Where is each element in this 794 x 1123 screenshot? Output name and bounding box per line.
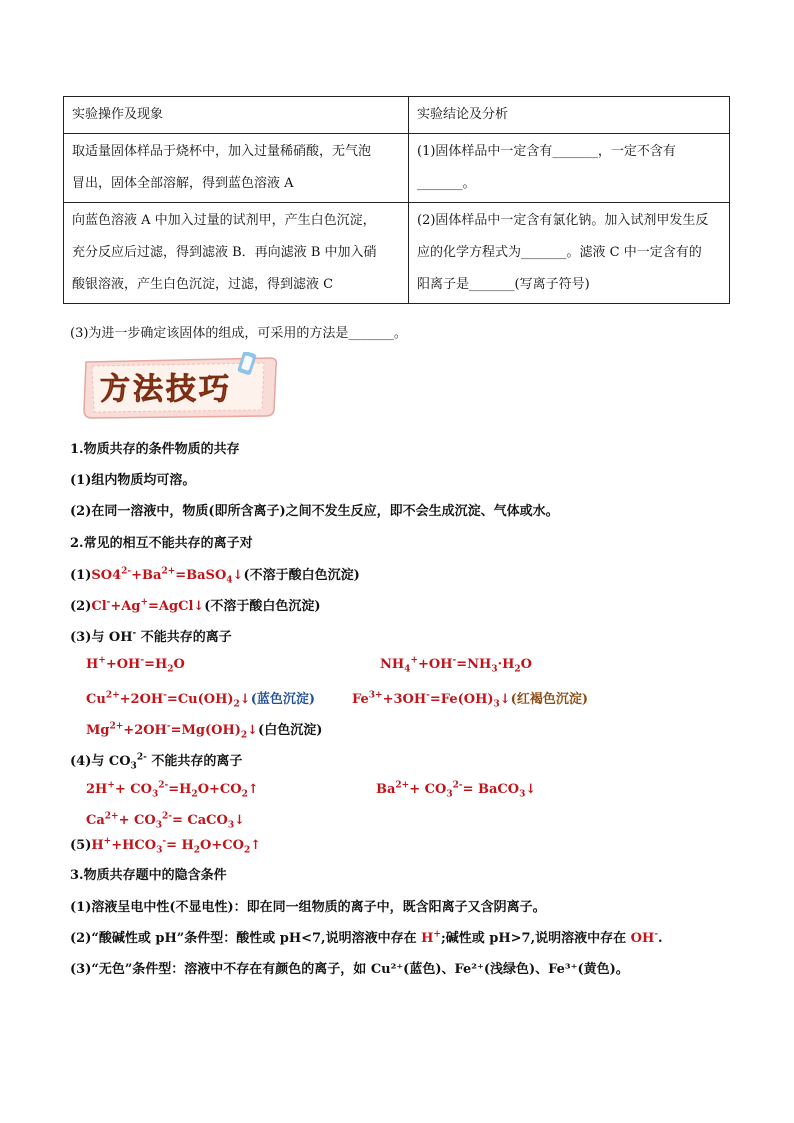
note: (白色沉淀) bbox=[258, 723, 323, 738]
note: (红褐色沉淀) bbox=[510, 692, 588, 707]
note: (不溶于酸白色沉淀) bbox=[204, 599, 321, 614]
subtitle-text: 不能共存的离子 bbox=[136, 630, 232, 645]
experiment-table bbox=[63, 96, 730, 304]
section-1-item-2: (2)在同一溶液中，物质(即所含离子)之间不发生反应，即不会生成沉淀、气体或水。 bbox=[70, 504, 559, 519]
table-cell-operation bbox=[64, 134, 409, 203]
equation-fe-oh: $Fe^{3+}+3OH^-=Fe(OH)_3↓$(红褐色沉淀) bbox=[352, 690, 588, 710]
table-header-row bbox=[64, 97, 730, 134]
question-3: (3)为进一步确定该固体的组成，可采用的方法是_______。 bbox=[70, 326, 407, 341]
cell-line: 向蓝色溶液 A 中加入过量的试剂甲，产生白色沉淀， bbox=[72, 213, 376, 228]
equation-cu-oh: $Cu^{2+}+2OH^-=Cu(OH)_2↓$(蓝色沉淀) bbox=[86, 690, 316, 710]
section-3-item-1: (1)溶液呈电中性(不显电性)：即在同一组物质的离子中，既含阳离子又含阴离子。 bbox=[70, 900, 546, 915]
equation-h-oh: $H^++OH^-=H_2O$ bbox=[86, 655, 185, 675]
table-cell-conclusion bbox=[409, 203, 730, 304]
note: (不溶于酸白色沉淀) bbox=[243, 568, 360, 583]
cell-line: 阳离子是_______(写离子符号) bbox=[417, 277, 590, 292]
cell-line: 取适量固体样品于烧杯中，加入过量稀硝酸，无气泡 bbox=[72, 144, 372, 159]
table-row bbox=[64, 203, 730, 304]
cell-line: (2)固体样品中一定含有氯化钠。加入试剂甲发生反 bbox=[417, 213, 709, 228]
equation-nh4-oh: $NH_4^++OH^-=NH_3\cdot H_2O$ bbox=[380, 655, 532, 675]
cell-line: 酸银溶液，产生白色沉淀，过滤，得到滤液 C bbox=[72, 277, 334, 292]
co3-subtitle: (4)与 $CO_3^{2-}$ 不能共存的离子 bbox=[70, 752, 243, 772]
cell-line: (1)固体样品中一定含有_______，一定不含有 bbox=[417, 144, 676, 159]
equation-h-co3: $2H^++ CO_3^{2-}=H_2O+CO_2↑$ bbox=[86, 780, 259, 800]
equation-ca-co3: $Ca^{2+}+ CO_3^{2-}=$ CaCO$_3$↓ bbox=[86, 811, 245, 831]
table-cell-operation bbox=[64, 203, 409, 304]
section-2-title: 2.常见的相互不能共存的离子对 bbox=[70, 536, 253, 551]
equation: $H^++HCO_3^-=$ $H_2O+CO_2↑$ bbox=[91, 836, 262, 856]
section-3-title: 3.物质共存题中的隐含条件 bbox=[70, 868, 227, 883]
table-cell-conclusion bbox=[409, 134, 730, 203]
section-1-title: 1.物质共存的条件物质的共存 bbox=[70, 442, 240, 457]
item-number: (5) bbox=[70, 838, 92, 853]
note: (蓝色沉淀) bbox=[250, 692, 316, 707]
cell-line: 冒出，固体全部溶解，得到蓝色溶液 A bbox=[72, 176, 294, 191]
oh-subtitle: (3)与 OH- 不能共存的离子 bbox=[70, 628, 232, 645]
subtitle-text: (4)与 CO bbox=[70, 754, 131, 769]
ion-pair-5 bbox=[70, 836, 262, 856]
table-row bbox=[64, 134, 730, 203]
equation-ba-co3: $Ba^{2+}+ CO_3^{2-}=$ BaCO$_3$↓ bbox=[376, 780, 537, 800]
equation: $SO4^{2-}+Ba^{2+}=BaSO_4↓$ bbox=[91, 566, 244, 586]
section-3-item-2: (2)“酸碱性或 pH”条件型：酸性或 pH<7,说明溶液中存在 H+;碱性或 pH>7,说明溶液中存在 OH-. bbox=[70, 929, 663, 946]
item-number: (1) bbox=[70, 568, 92, 583]
ion-pair-2 bbox=[70, 595, 321, 614]
method-tips-banner bbox=[80, 352, 280, 422]
subtitle-text: 不能共存的离子 bbox=[146, 754, 243, 769]
equation-mg-oh: $Mg^{2+}+2OH^-=Mg(OH)_2↓$(白色沉淀) bbox=[86, 721, 323, 741]
condition-text: ;碱性或 pH>7,说明溶液中存在 bbox=[440, 931, 631, 946]
equation: Cl-+Ag+=AgCl↓ bbox=[91, 597, 205, 614]
table-header-cell: 实验结论及分析 bbox=[409, 97, 730, 134]
section-1-item-1: (1)组内物质均可溶。 bbox=[70, 473, 196, 488]
condition-text: (2)“酸碱性或 pH”条件型：酸性或 pH<7,说明溶液中存在 bbox=[70, 931, 422, 946]
cell-line: _______。 bbox=[417, 176, 476, 191]
banner-title: 方法技巧 bbox=[100, 372, 232, 407]
cell-line: 充分反应后过滤，得到滤液 B．再向滤液 B 中加入硝 bbox=[72, 245, 377, 260]
subtitle-text: (3)与 OH bbox=[70, 630, 133, 645]
item-number: (2) bbox=[70, 599, 92, 614]
ion-pair-1 bbox=[70, 564, 360, 586]
section-3-item-3: (3)“无色”条件型：溶液中不存在有颜色的离子，如 Cu²⁺(蓝色)、Fe²⁺(浅绿色)、Fe³⁺(黄色)。 bbox=[70, 962, 629, 977]
table-header-cell: 实验操作及现象 bbox=[64, 97, 409, 134]
cell-line: 应的化学方程式为_______。滤液 C 中一定含有的 bbox=[417, 245, 702, 260]
